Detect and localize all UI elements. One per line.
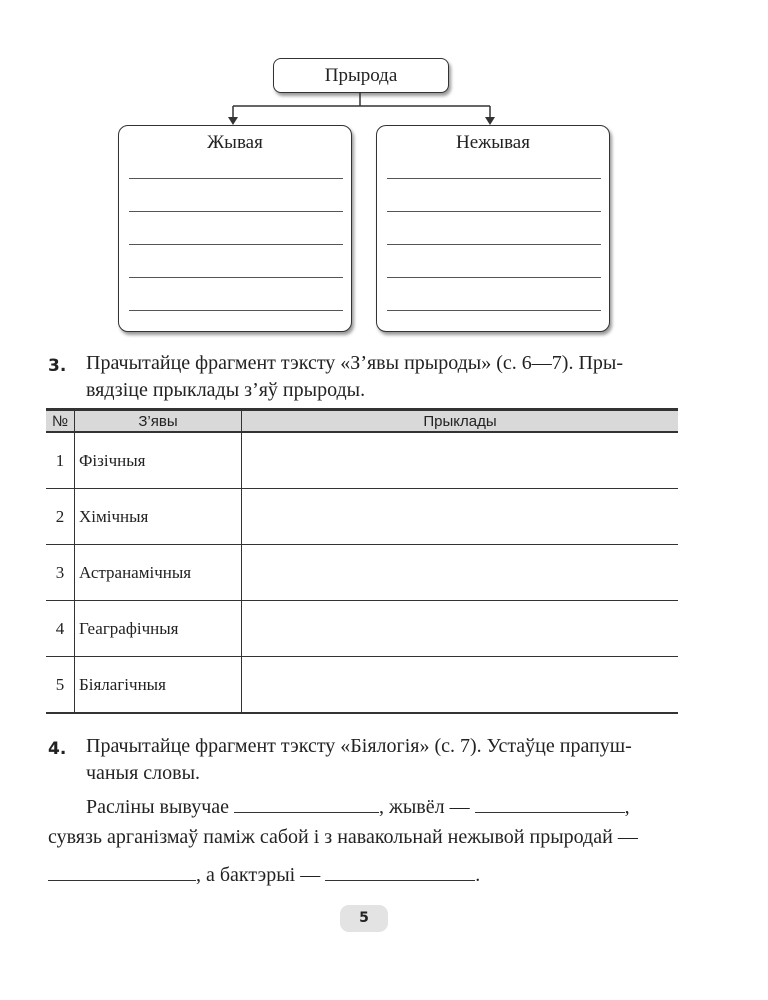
answer-line[interactable] bbox=[129, 277, 343, 278]
table-row bbox=[46, 489, 678, 545]
answer-line[interactable] bbox=[129, 310, 343, 311]
table-row bbox=[46, 432, 678, 489]
row-phenomenon: Біялагічныя bbox=[75, 657, 242, 714]
fill-paragraph-line1 bbox=[86, 792, 630, 819]
row-phenomenon: Геаграфічныя bbox=[75, 601, 242, 657]
task3-text-line1: Прачытайце фрагмент тэксту «З’явы прыроды» (с. 6—7). Пры- bbox=[86, 352, 623, 374]
blank-field[interactable] bbox=[325, 860, 475, 881]
text-fragment: . bbox=[475, 864, 481, 886]
blank-field[interactable] bbox=[48, 860, 196, 881]
text-fragment: , жывёл — bbox=[379, 796, 470, 818]
fill-paragraph-line3 bbox=[48, 860, 480, 887]
row-number: 4 bbox=[46, 601, 75, 657]
examples-cell[interactable] bbox=[242, 601, 679, 657]
text-fragment: , bbox=[624, 796, 630, 818]
answer-line[interactable] bbox=[129, 178, 343, 179]
nonliving-label: Нежывая bbox=[456, 132, 530, 153]
page-number: 5 bbox=[340, 905, 388, 932]
diagram-nonliving-box bbox=[376, 125, 610, 332]
table-row bbox=[46, 545, 678, 601]
text-fragment: , а бактэрыі — bbox=[196, 864, 321, 886]
table-row bbox=[46, 601, 678, 657]
diagram-root-label: Прырода bbox=[324, 65, 398, 86]
phenomena-table bbox=[46, 408, 678, 714]
examples-cell[interactable] bbox=[242, 657, 679, 714]
blank-field[interactable] bbox=[234, 792, 379, 813]
task3-text-line2: вядзіце прыклады з’яў прыроды. bbox=[86, 379, 366, 401]
table-row bbox=[46, 657, 678, 714]
task3-number: 3. bbox=[48, 356, 67, 376]
row-number: 5 bbox=[46, 657, 75, 714]
answer-line[interactable] bbox=[387, 178, 601, 179]
answer-line[interactable] bbox=[387, 211, 601, 212]
diagram-living-box bbox=[118, 125, 352, 332]
diagram-arrows bbox=[0, 0, 768, 130]
task4-text-line1: Прачытайце фрагмент тэксту «Біялогія» (с. 7). Устаўце прапуш- bbox=[86, 735, 632, 757]
text-fragment: Расліны вывучае bbox=[86, 796, 230, 818]
answer-line[interactable] bbox=[387, 277, 601, 278]
blank-field[interactable] bbox=[475, 792, 625, 813]
row-number: 2 bbox=[46, 489, 75, 545]
row-phenomenon: Хімічныя bbox=[75, 489, 242, 545]
examples-cell[interactable] bbox=[242, 489, 679, 545]
answer-line[interactable] bbox=[129, 211, 343, 212]
answer-line[interactable] bbox=[387, 310, 601, 311]
fill-paragraph-line2: сувязь арганізмаў паміж сабой і з навакольнай нежывой прыродай — bbox=[48, 826, 638, 848]
row-number: 1 bbox=[46, 432, 75, 489]
col-header-examples: Прыклады bbox=[242, 410, 679, 433]
row-phenomenon: Фізічныя bbox=[75, 432, 242, 489]
row-number: 3 bbox=[46, 545, 75, 601]
task4-text-line2: чаныя словы. bbox=[86, 762, 201, 784]
row-phenomenon: Астранамічныя bbox=[75, 545, 242, 601]
examples-cell[interactable] bbox=[242, 545, 679, 601]
answer-line[interactable] bbox=[129, 244, 343, 245]
task4-number: 4. bbox=[48, 739, 67, 759]
col-header-number: № bbox=[46, 410, 75, 433]
living-label: Жывая bbox=[207, 132, 263, 153]
col-header-phenomena: З’явы bbox=[75, 410, 242, 433]
examples-cell[interactable] bbox=[242, 432, 679, 489]
answer-line[interactable] bbox=[387, 244, 601, 245]
